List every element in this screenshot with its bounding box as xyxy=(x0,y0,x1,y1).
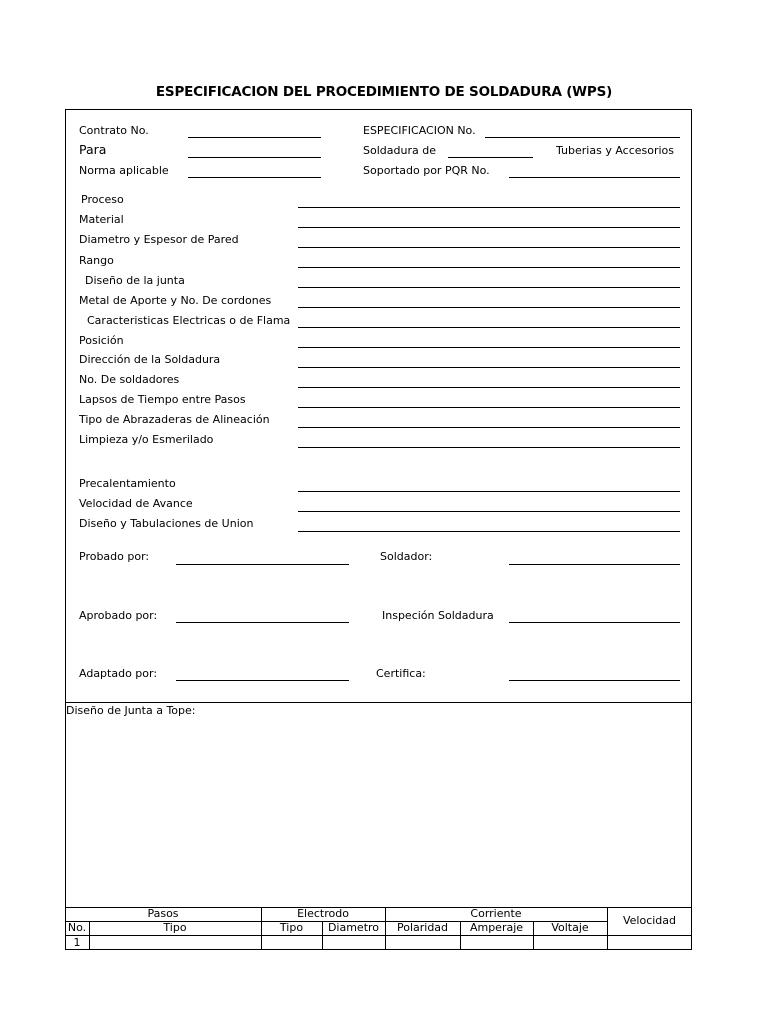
soldadura-de-value: Tuberias y Accesorios xyxy=(556,144,675,157)
probado-field[interactable] xyxy=(176,564,349,565)
field-label: Lapsos de Tiempo entre Pasos xyxy=(79,393,246,406)
header-pasos: Pasos xyxy=(147,907,179,920)
field-input-line[interactable] xyxy=(298,531,680,532)
subheader-voltaje: Voltaje xyxy=(551,921,589,934)
field-label: Posición xyxy=(79,334,124,347)
section-divider xyxy=(65,702,692,703)
field-input-line[interactable] xyxy=(298,267,680,268)
field-input-line[interactable] xyxy=(298,327,680,328)
subheader-tipo-pasos: Tipo xyxy=(163,921,187,934)
norma-label: Norma aplicable xyxy=(79,164,169,177)
aprobado-label: Aprobado por: xyxy=(79,609,158,622)
field-label: Dirección de la Soldadura xyxy=(79,353,221,366)
para-label: Para xyxy=(79,142,107,157)
adaptado-label: Adaptado por: xyxy=(79,667,158,680)
subheader-tipo-electrodo: Tipo xyxy=(279,921,304,934)
probado-label: Probado por: xyxy=(79,550,150,563)
para-field[interactable] xyxy=(188,157,321,158)
field-label: Caracteristicas Electricas o de Flama xyxy=(87,314,291,327)
soldador-label: Soldador: xyxy=(380,550,433,563)
subheader-polaridad: Polaridad xyxy=(396,921,449,934)
field-label: Tipo de Abrazaderas de Alineación xyxy=(79,413,270,426)
table-cell-diametro[interactable] xyxy=(322,936,385,950)
table-cell-amperaje[interactable] xyxy=(460,936,533,950)
subheader-no: No. xyxy=(67,921,87,934)
field-input-line[interactable] xyxy=(298,427,680,428)
header-corriente: Corriente xyxy=(470,907,522,920)
field-input-line[interactable] xyxy=(298,511,680,512)
page-title: ESPECIFICACION DEL PROCEDIMIENTO DE SOLDADURA (WPS) xyxy=(155,84,613,100)
field-label: Limpieza y/o Esmerilado xyxy=(79,433,214,446)
soldador-field[interactable] xyxy=(509,564,680,565)
table-cell-electrodo-tipo[interactable] xyxy=(261,936,322,950)
field-input-line[interactable] xyxy=(298,491,680,492)
field-input-line[interactable] xyxy=(298,367,680,368)
field-label: Proceso xyxy=(81,193,124,206)
joint-design-label: Diseño de Junta a Tope: xyxy=(66,704,196,717)
table-cell-tipo[interactable] xyxy=(89,936,261,950)
especificacion-field[interactable] xyxy=(485,137,680,138)
certifica-field[interactable] xyxy=(509,680,680,681)
contrato-label: Contrato No. xyxy=(79,124,149,137)
adaptado-field[interactable] xyxy=(176,680,349,681)
field-input-line[interactable] xyxy=(298,447,680,448)
field-label: Diseño y Tabulaciones de Union xyxy=(79,517,254,530)
contrato-field[interactable] xyxy=(188,137,321,138)
field-label: Precalentamiento xyxy=(79,477,176,490)
especificacion-label: ESPECIFICACION No. xyxy=(363,124,476,137)
soldadura-de-field[interactable] xyxy=(448,157,533,158)
aprobado-field[interactable] xyxy=(176,622,349,623)
field-input-line[interactable] xyxy=(298,307,680,308)
field-input-line[interactable] xyxy=(298,227,680,228)
field-label: Velocidad de Avance xyxy=(79,497,193,510)
field-label: Rango xyxy=(79,254,114,267)
table-cell-polaridad[interactable] xyxy=(385,936,460,950)
soportado-label: Soportado por PQR No. xyxy=(363,164,490,177)
field-input-line[interactable] xyxy=(298,387,680,388)
field-label: Material xyxy=(79,213,124,226)
field-input-line[interactable] xyxy=(298,247,680,248)
table-row-no: 1 xyxy=(73,936,81,949)
field-label: Diametro y Espesor de Pared xyxy=(79,233,239,246)
field-input-line[interactable] xyxy=(298,347,680,348)
field-input-line[interactable] xyxy=(298,407,680,408)
soportado-field[interactable] xyxy=(509,177,680,178)
header-velocidad: Velocidad xyxy=(622,914,677,927)
norma-field[interactable] xyxy=(188,177,321,178)
field-input-line[interactable] xyxy=(298,287,680,288)
field-label: Metal de Aporte y No. De cordones xyxy=(79,294,272,307)
field-input-line[interactable] xyxy=(298,207,680,208)
subheader-diametro: Diametro xyxy=(327,921,380,934)
table-cell-voltaje[interactable] xyxy=(533,936,607,950)
soldadura-de-label: Soldadura de xyxy=(363,144,436,157)
inspecion-field[interactable] xyxy=(509,622,680,623)
subheader-amperaje: Amperaje xyxy=(469,921,524,934)
field-label: Diseño de la junta xyxy=(85,274,185,287)
header-electrodo: Electrodo xyxy=(297,907,349,920)
certifica-label: Certifica: xyxy=(376,667,426,680)
table-cell-velocidad[interactable] xyxy=(607,936,692,950)
field-label: No. De soldadores xyxy=(79,373,180,386)
inspecion-label: Inspeción Soldadura xyxy=(382,609,494,622)
